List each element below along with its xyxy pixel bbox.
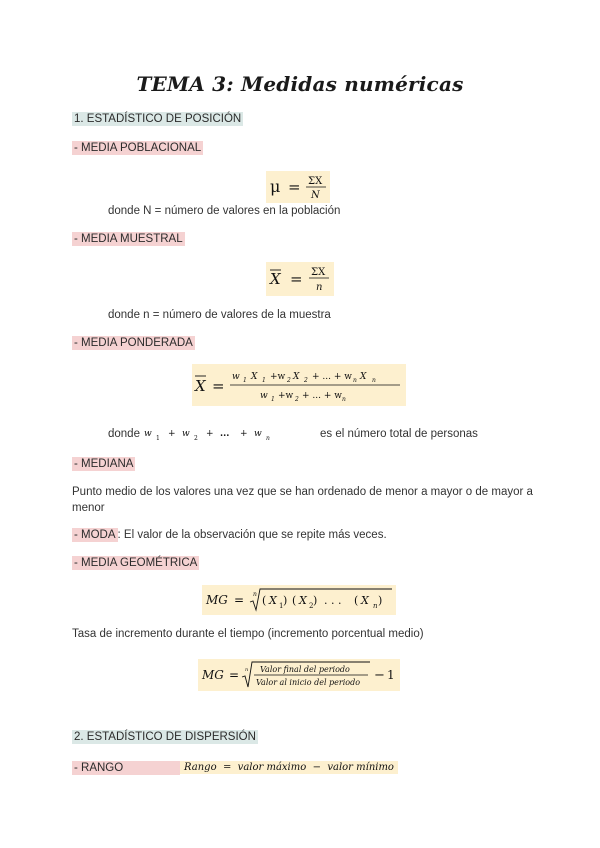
svg-text:=: = [229,668,240,682]
svg-text:MG: MG [206,593,228,607]
svg-text:n: n [373,602,378,610]
note-suffix: es el número total de personas [319,428,478,440]
svg-text:): ) [313,594,318,607]
svg-text:+w: +w [278,391,294,401]
svg-text:(: ( [354,594,359,607]
note-media-poblacional: donde N = número de valores en la población [108,205,341,217]
svg-text:=: = [234,593,245,607]
heading-media-poblacional: - MEDIA POBLACIONAL [74,142,202,154]
svg-text:+ ... + w: + ... + w [312,372,352,382]
formula-media-geometrica [202,585,396,615]
svg-text:μ: μ [270,177,281,196]
svg-text:...: ... [219,429,230,439]
svg-text:+w: +w [270,372,286,382]
svg-text:=: = [212,377,225,395]
svg-text:w: w [181,429,190,439]
svg-text:n: n [245,667,249,673]
svg-text:n: n [372,377,376,384]
svg-text:+: + [205,429,214,439]
svg-text:MG: MG [202,668,224,682]
svg-text:1: 1 [279,602,284,610]
page-title: TEMA 3: Medidas numéricas [136,72,464,96]
heading-moda: - MODA [74,529,116,541]
text-mediana: Punto medio de los valores una vez que se han ordenado de menor a mayor o de mayor a menor [72,486,533,514]
svg-text:X: X [299,594,307,607]
svg-text:−: − [374,668,385,683]
svg-text:1: 1 [155,435,160,442]
heading-rango: - RANGO [72,761,180,775]
svg-text:(: ( [292,594,297,607]
svg-text:X: X [269,594,277,607]
svg-text:2: 2 [309,602,314,610]
text-moda: : El valor de la observación que se repite más veces. [117,529,387,541]
heading-media-ponderada: - MEDIA PONDERADA [74,337,193,349]
svg-text:ΣX: ΣX [311,267,326,278]
formula-media-ponderada [192,364,406,406]
section-heading-posicion: 1. ESTADÍSTICO DE POSICIÓN [74,113,242,125]
note-media-ponderada [108,425,478,443]
svg-text:w: w [232,372,240,382]
svg-text:n: n [265,435,270,442]
note-prefix: donde [108,428,140,440]
svg-text:w: w [260,391,268,401]
formula-rango: Rango = valor máximo − valor mínimo [180,761,398,774]
svg-text:=: = [290,270,303,288]
svg-text:X: X [360,372,367,382]
svg-text:2: 2 [287,377,291,384]
svg-text:2: 2 [304,377,308,384]
svg-text:ΣX: ΣX [308,176,323,187]
svg-text:n: n [316,282,323,293]
svg-text:): ) [378,594,383,607]
frac-den: Valor al inicio del periodo [256,678,361,687]
svg-text:+: + [239,429,248,439]
svg-text:1: 1 [243,377,247,384]
heading-media-muestral: - MEDIA MUESTRAL [74,233,183,245]
svg-text:X: X [195,377,206,395]
formula-media-muestral [266,262,334,296]
moda-line [72,527,387,543]
svg-text:X: X [293,372,300,382]
svg-text:2: 2 [193,435,198,442]
section-heading-dispersion: 2. ESTADÍSTICO DE DISPERSIÓN [74,731,256,743]
frac-num: Valor final del periodo [260,665,350,674]
svg-text:X: X [270,270,281,288]
svg-text:X: X [361,594,369,607]
heading-media-geometrica: - MEDIA GEOMÉTRICA [74,557,198,569]
svg-text:+ ... + w: + ... + w [302,391,342,401]
svg-text:n: n [342,396,346,403]
heading-mediana: - MEDIANA [74,458,134,470]
svg-text:=: = [288,178,301,196]
svg-text:): ) [283,594,288,607]
svg-text:. . .: . . . [324,594,342,607]
svg-text:2: 2 [295,396,299,403]
text-tasa: Tasa de incremento durante el tiempo (incremento porcentual medio) [72,628,424,640]
svg-text:n: n [353,377,357,384]
svg-text:(: ( [262,594,267,607]
svg-text:N: N [311,190,320,201]
svg-text:w: w [253,429,262,439]
svg-text:1: 1 [387,668,395,682]
svg-text:w: w [143,429,152,439]
svg-text:X: X [251,372,258,382]
formula-media-poblacional [266,171,330,203]
svg-text:1: 1 [271,396,275,403]
svg-text:+: + [167,429,176,439]
note-media-muestral: donde n = número de valores de la muestra [108,309,331,321]
svg-text:1: 1 [262,377,266,384]
weights-sum-formula [142,425,318,443]
formula-tasa [198,659,400,691]
svg-text:n: n [253,591,257,598]
